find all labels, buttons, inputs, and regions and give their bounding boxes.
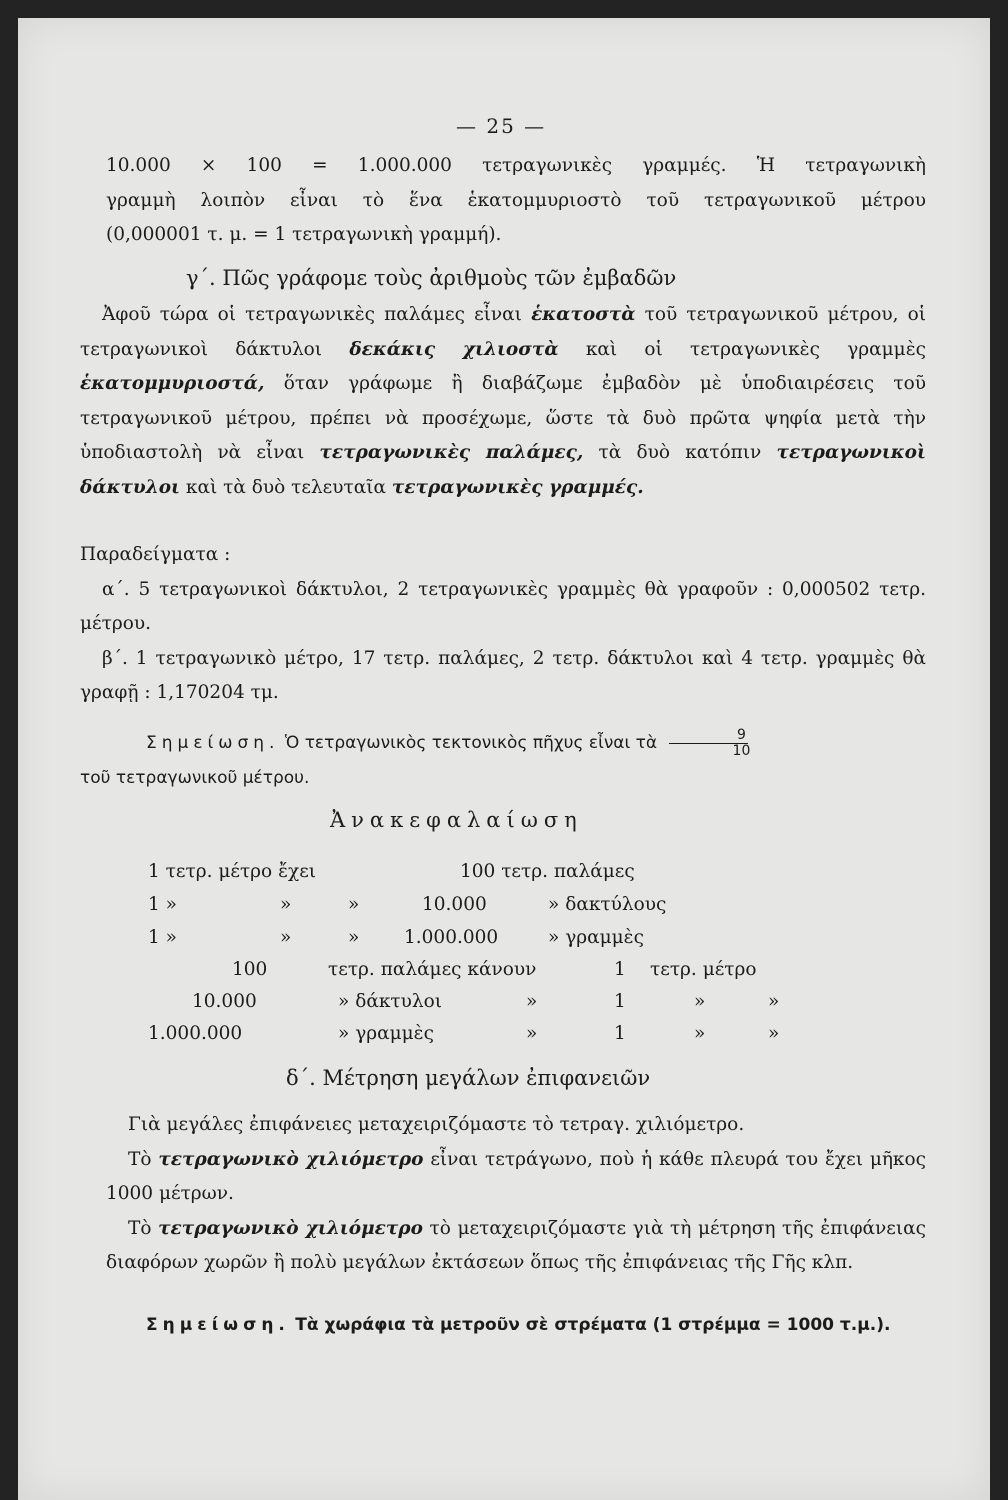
section-c-text-5: τὰ δυὸ κατόπιν	[598, 442, 762, 464]
section-d-heading: δ΄. Μέτρηση μεγάλων ἐπιφανειῶν	[286, 1066, 651, 1090]
section-d-paragraphs	[106, 1108, 926, 1281]
summary-cell: »	[280, 894, 292, 915]
example-a: α΄. 5 τετραγωνικοὶ δάκτυλοι, 2 τετραγωνικὲς γραμμὲς θὰ γραφοῦν : 0,000502 τετρ. μέτρου.	[80, 578, 926, 635]
note-2-text: Τὰ χωράφια τὰ μετροῦν σὲ στρέματα (1 στρέμμα = 1000 τ.μ.).	[295, 1315, 891, 1335]
summary-cell: » γραμμὲς	[338, 1023, 434, 1044]
summary-cell: 10.000	[422, 894, 487, 915]
summary-cell: 1 »	[148, 894, 177, 915]
section-d-p2	[106, 1143, 926, 1212]
summary-row	[148, 991, 808, 1023]
note-2	[106, 1308, 926, 1343]
summary-row	[148, 861, 808, 893]
fraction	[667, 728, 751, 759]
note-1-text: Ὁ τετραγωνικὸς τεκτονικὸς πῆχυς εἶναι τὰ	[284, 733, 658, 753]
summary-cell: 1.000.000	[404, 927, 499, 948]
section-d-p3	[106, 1212, 926, 1281]
section-c-paragraph	[80, 298, 926, 506]
summary-cell: τετρ. μέτρο	[650, 959, 757, 980]
summary-heading: Ἀνακεφαλαίωση	[330, 808, 583, 832]
summary-cell: 1 τετρ. μέτρο ἔχει	[148, 861, 317, 882]
section-d-p2-emphasis: τετραγωνικὸ χιλιόμετρο	[158, 1148, 424, 1170]
summary-cell: 10.000	[192, 991, 257, 1012]
summary-row	[148, 894, 808, 926]
section-c-text	[80, 298, 926, 506]
note-2-line	[106, 1308, 926, 1343]
summary-row	[148, 1023, 808, 1055]
intro-line-2: γραμμὴ λοιπὸν εἶναι τὸ ἕνα ἑκατομμυριοστὸ τοῦ τετραγωνικοῦ μέτρου	[106, 189, 926, 211]
section-c-heading: γ΄. Πῶς γράφομε τοὺς ἀριθμοὺς τῶν ἐμβαδῶν	[186, 266, 677, 290]
section-d-p2-start: Τὸ	[128, 1148, 152, 1170]
section-d-p3-end: τὸ μεταχειριζόμαστε γιὰ τὴ μέτρηση τῆς ἐπιφάνειας διαφόρων χωρῶν ἢ πολὺ μεγάλων ἐκτάσεων ὅπως τῆς ἐπιφάνειας τῆς Γῆς κλπ.	[106, 1217, 926, 1274]
summary-cell: 100	[232, 959, 268, 980]
summary-cell: 1	[614, 1023, 626, 1044]
section-c-emphasis-1: ἑκατοστὰ	[531, 304, 636, 325]
examples-heading: Παραδείγματα :	[80, 544, 231, 565]
section-c-text-3: καὶ οἱ τετραγωνικὲς γραμμὲς	[585, 338, 926, 360]
summary-cell: »	[768, 1023, 780, 1044]
page-number: — 25 —	[456, 114, 547, 138]
note-1-text-2: τοῦ τετραγωνικοῦ μέτρου.	[80, 767, 310, 788]
note-1	[80, 726, 926, 795]
summary-cell: »	[526, 1023, 538, 1044]
summary-cell: »	[694, 1023, 706, 1044]
fraction-numerator: 9	[669, 728, 748, 744]
summary-cell: 1	[614, 991, 626, 1012]
section-c-text-6: καὶ τὰ δυὸ τελευταῖα	[185, 476, 386, 498]
section-c-emphasis-4: τετραγωνικὲς παλάμες,	[319, 442, 584, 464]
summary-cell: » δάκτυλοι	[338, 991, 442, 1012]
section-c-text-2: τοῦ τετραγωνικοῦ μέτρου, οἱ τετραγωνικοὶ δάκτυλοι	[80, 304, 926, 360]
summary-cell: τετρ. παλάμες κάνουν	[328, 959, 537, 980]
example-b: β΄. 1 τετραγωνικὸ μέτρο, 17 τετρ. παλάμες, 2 τετρ. δάκτυλοι καὶ 4 τετρ. γραμμὲς θὰ γραφῇ : 1,170204 τμ.	[80, 647, 926, 704]
section-c-emphasis-2: δεκάκις χιλιοστὰ	[349, 338, 559, 360]
section-c-emphasis-5: τετραγωνικοὶ δάκτυλοι	[80, 442, 926, 498]
summary-cell: »	[768, 991, 780, 1012]
note-2-label: Σημείωση.	[146, 1315, 290, 1335]
summary-cell: 1 »	[148, 927, 177, 948]
summary-cell: » δακτύλους	[548, 894, 667, 915]
book-page	[18, 18, 990, 1500]
summary-cell: 100 τετρ. παλάμες	[460, 861, 635, 882]
summary-cell: »	[280, 927, 292, 948]
section-c-text-1: Ἀφοῦ τώρα οἱ τετραγωνικὲς παλάμες εἶναι	[102, 304, 522, 325]
section-d-p3-start: Τὸ	[128, 1217, 152, 1239]
summary-cell: 1	[614, 959, 626, 980]
intro-line-3: (0,000001 τ. μ. = 1 τετραγωνικὴ γραμμή).	[106, 224, 502, 246]
examples-block	[80, 538, 926, 711]
note-1-line	[80, 726, 926, 761]
summary-cell: 1.000.000	[148, 1023, 243, 1044]
summary-row	[148, 959, 808, 991]
summary-cell: »	[348, 894, 360, 915]
section-d-p1: Γιὰ μεγάλες ἐπιφάνειες μεταχειριζόμαστε τὸ τετραγ. χιλιόμετρο.	[128, 1114, 745, 1135]
note-1-label: Σημείωση.	[146, 733, 280, 753]
summary-cell: »	[694, 991, 706, 1012]
section-c-emphasis-3: ἑκατομμυριοστά,	[80, 373, 265, 395]
intro-paragraph	[106, 149, 926, 253]
section-d-p2-end: εἶναι τετράγωνο, ποὺ ἡ κάθε πλευρά του ἔχει μῆκος 1000 μέτρων.	[106, 1148, 926, 1205]
section-c-emphasis-6: τετραγωνικὲς γραμμές.	[391, 476, 644, 498]
intro-line-1: 10.000 × 100 = 1.000.000 τετραγωνικὲς γραμμές. Ἡ τετραγωνικὴ	[106, 155, 926, 176]
summary-cell: »	[348, 927, 360, 948]
fraction-denominator: 10	[732, 742, 751, 759]
section-c-text-4: ὅταν γράφωμε ἢ διαβάζωμε ἐμβαδὸν μὲ ὑποδιαιρέσεις τοῦ τετραγωνικοῦ μέτρου, πρέπει νὰ προσέχωμε, ὥστε τὰ δυὸ πρῶτα ψηφία μετὰ τὴν ὑποδιαστολὴ νὰ εἶναι	[80, 373, 926, 464]
summary-cell: »	[526, 991, 538, 1012]
summary-table	[148, 853, 808, 1053]
summary-cell: » γραμμὲς	[548, 927, 644, 948]
summary-row	[148, 927, 808, 959]
section-d-p3-emphasis: τετραγωνικὸ χιλιόμετρο	[158, 1217, 423, 1239]
